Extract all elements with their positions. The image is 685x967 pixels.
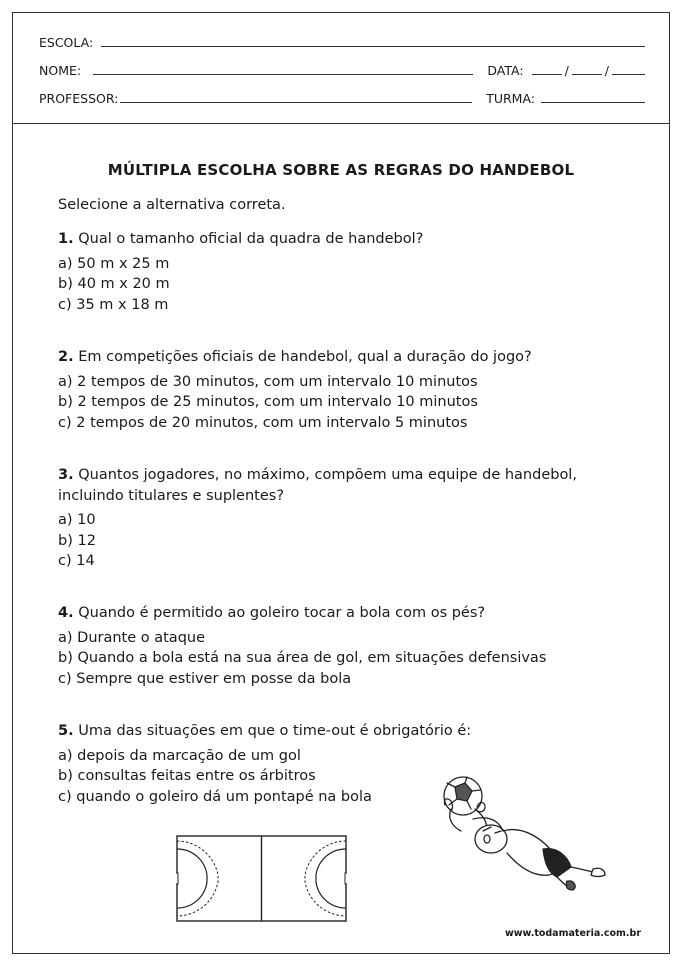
question-1 [58, 229, 649, 315]
option-c[interactable]: c) 2 tempos de 20 minutos, com um intervalo 5 minutos [58, 414, 468, 431]
professor-row [39, 91, 645, 106]
escola-field[interactable] [101, 46, 645, 47]
worksheet-header [13, 13, 669, 124]
question-number: 2. [58, 349, 74, 365]
nome-row [39, 63, 645, 78]
option-a[interactable]: a) Durante o ataque [58, 629, 206, 646]
option-c[interactable]: c) 35 m x 18 m [58, 296, 169, 313]
worksheet-title: MÚLTIPLA ESCOLHA SOBRE AS REGRAS DO HANDEBOL [107, 161, 575, 179]
question-text: Em competições oficiais de handebol, qual a duração do jogo? [78, 349, 532, 365]
option-a[interactable]: a) 10 [58, 512, 96, 528]
handball-court-illustration [176, 835, 347, 922]
nome-label: NOME: [39, 63, 82, 78]
option-b[interactable]: b) 12 [58, 532, 96, 549]
turma-field[interactable] [541, 102, 645, 103]
question-4 [58, 603, 649, 689]
question-number: 5. [58, 723, 74, 739]
option-b[interactable]: b) Quando a bola está na sua área de gol, em situações defensivas [58, 650, 547, 666]
turma-label: TURMA: [486, 91, 535, 106]
data-label: DATA: [487, 63, 524, 78]
option-b[interactable]: b) consultas feitas entre os árbitros [58, 768, 316, 784]
option-c[interactable]: c) quando o goleiro dá um pontapé na bola [58, 788, 372, 805]
option-a[interactable]: a) depois da marcação de um gol [58, 747, 301, 764]
instruction-text: Selecione a alternativa correta. [58, 197, 286, 213]
escola-label: ESCOLA: [39, 35, 94, 50]
question-number: 3. [58, 467, 74, 483]
professor-label: PROFESSOR: [39, 91, 119, 106]
option-c[interactable]: c) 14 [58, 553, 95, 569]
option-a[interactable]: a) 2 tempos de 30 minutos, com um intervalo 10 minutos [58, 373, 478, 390]
question-text: Qual o tamanho oficial da quadra de handebol? [78, 231, 424, 247]
option-b[interactable]: b) 40 m x 20 m [58, 276, 170, 292]
option-c[interactable]: c) Sempre que estiver em posse da bola [58, 670, 352, 687]
question-text: Quantos jogadores, no máximo, compõem uma equipe de handebol, incluindo titulares e suplentes? [58, 467, 577, 504]
option-a[interactable]: a) 50 m x 25 m [58, 255, 170, 272]
question-text: Quando é permitido ao goleiro tocar a bola com os pés? [78, 605, 486, 621]
question-3 [58, 465, 641, 572]
question-number: 4. [58, 605, 74, 621]
goalkeeper-illustration [433, 769, 608, 891]
question-number: 1. [58, 231, 74, 247]
date-separator: / [604, 63, 609, 78]
date-separator: / [564, 63, 569, 78]
option-b[interactable]: b) 2 tempos de 25 minutos, com um intervalo 10 minutos [58, 394, 478, 410]
data-month-field[interactable] [572, 74, 602, 75]
data-year-field[interactable] [612, 74, 645, 75]
question-text: Uma das situações em que o time-out é obrigatório é: [78, 723, 472, 739]
professor-field[interactable] [120, 102, 472, 103]
escola-row [39, 35, 645, 50]
nome-field[interactable] [93, 74, 473, 75]
question-2 [58, 347, 649, 433]
worksheet-page [12, 12, 670, 954]
data-day-field[interactable] [532, 74, 562, 75]
footer-website: www.todamateria.com.br [504, 928, 641, 939]
